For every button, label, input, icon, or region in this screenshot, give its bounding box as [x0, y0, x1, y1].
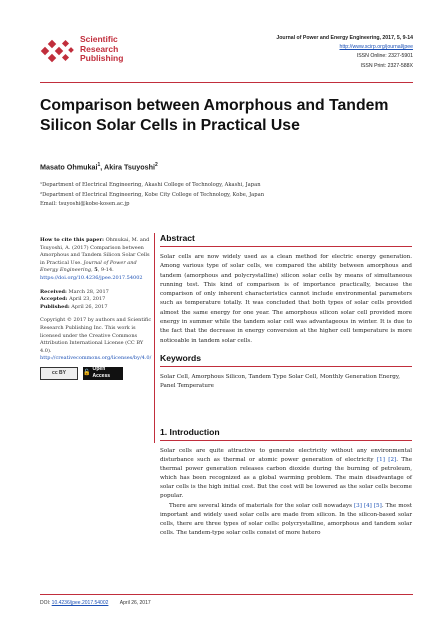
section-rule: [160, 440, 412, 441]
section-rule: [160, 366, 412, 367]
page-header: [0, 0, 440, 96]
publisher-name: Scientific Research Publishing: [80, 34, 124, 63]
issn-online: ISSN Online: 2327-5901: [356, 53, 413, 60]
header-divider: [40, 82, 413, 83]
abstract-column: [160, 233, 412, 392]
introduction-section: [160, 427, 412, 538]
affiliation: ²Department of Electrical Engineering, Kobe City College of Technology, Kobe, Japan: [40, 191, 265, 198]
keywords-section: [160, 353, 412, 392]
page-footer: DOI: 10.4236/jpee.2017.54002 April 26, 2017: [40, 594, 413, 606]
footer-date: April 26, 2017: [119, 600, 151, 606]
affiliation: ¹Department of Electrical Engineering, Akashi College of Technology, Akashi, Japan: [40, 182, 261, 188]
keywords-text: Solar Cell, Amorphous Silicon, Tandem Type Solar Cell, Monthly Generation Energy, Panel Temperature: [160, 373, 401, 390]
article-title: Comparison between Amorphous and Tandem Silicon Solar Cells in Practical Use: [40, 97, 389, 134]
paragraph: Solar cells are quite attractive to generate electricity without any environmental disturbance such as thermal or atomic power generation of electricity [1] [2]. The thermal power generation releases carbon dioxide during the burning of petroleum, which has been recognized as a global warming problem. The main disadvantage of solar cells is the high initial cost. But the cost will be lowered as the solar cells become popular.: [160, 448, 413, 500]
reference-link[interactable]: [4]: [363, 502, 372, 509]
issn-print: ISSN Print: 2327-588X: [360, 62, 413, 69]
article-sidebar: [40, 237, 152, 386]
paragraph: There are several kinds of materials for the solar cell nowadays [3] [4] [5]. The most important and widely used solar cells are made from silicon. In the silicon-based solar cells, there are three types of solar cells: polycrystalline, amorphous and tandem solar cells. The tandem-type solar cells consist of more hetero: [160, 502, 413, 536]
abstract-heading: Abstract: [160, 233, 195, 243]
dates-block: Received: March 28, 2017 Accepted: April 23, 2017 Published: April 26, 2017: [40, 288, 109, 310]
author-list: Masato Ohmukai$^1$, Akira Tsuyoshi$^2$: [40, 162, 158, 172]
license-link[interactable]: http://creativecommons.org/licenses/by/4.0/: [40, 355, 152, 362]
reference-link[interactable]: [5]: [373, 502, 382, 509]
reference-link[interactable]: [2]: [388, 457, 397, 464]
section-rule: [160, 246, 412, 247]
footer-doi-link[interactable]: 10.4236/jpee.2017.54002: [51, 600, 109, 606]
introduction-body: [160, 447, 412, 538]
doi-link[interactable]: https://doi.org/10.4236/jpee.2017.54002: [40, 274, 143, 281]
column-divider: [154, 233, 155, 443]
journal-citation: Journal of Power and Energy Engineering, 2017, 5, 9-14: [276, 35, 413, 41]
open-access-badge[interactable]: 🔓 Open Access: [83, 367, 123, 380]
journal-url-link[interactable]: http://www.scirp.org/journal/jpee: [339, 44, 413, 51]
reference-link[interactable]: [1]: [376, 457, 385, 464]
affiliations: [40, 181, 264, 210]
cc-by-badge[interactable]: cc BY: [40, 367, 78, 380]
journal-meta: [276, 34, 413, 71]
author-name: Akira Tsuyoshi: [104, 162, 156, 172]
citation-block: How to cite this paper: Ohmukai, M. and Tsuyoshi, A. (2017) Comparison between Amorphous and Tandem Silicon Solar Cells in Practical Use. Journal of Power and Energy Engineering, 5, 9-14. https://doi.org/10.4236/jpee.2017.54002: [40, 237, 150, 281]
author-name: Masato Ohmukai: [40, 162, 98, 172]
author-email: Email: tsuyoshi@kobe-kosen.ac.jp: [40, 201, 130, 208]
abstract-text: Solar cells are now widely used as a clean method for electric energy generation. Among various type of solar cells, we compared the ability between amorphous and tandem (amorphous and polycrystalline) silicon solar cells by means of simultaneous running test. This kind of comparison is of importance practically, because the comparison of only inherent characteristics cannot include environmental parameters such as temperature totally. It was concluded that both types of solar cells provided almost the same energy for one year. The amorphous silicon solar cell provided more energy in summer while the tandem solar cell was advantageous in winter. It is due to the fact that the decrease in energy conversion at the higher cell temperature is more noticeable in tandem solar cells.: [160, 254, 412, 344]
open-lock-icon: 🔓: [83, 369, 91, 376]
reference-link[interactable]: [3]: [354, 502, 362, 509]
copyright-block: Copyright © 2017 by authors and Scientific Research Publishing Inc. This work is licensed under the Creative Commons Attribution International License (CC BY 4.0). http://creativecommons.org/licenses/by/4.0/ cc BY 🔓 Open Access: [40, 317, 152, 380]
introduction-heading: 1. Introduction: [160, 427, 220, 437]
keywords-heading: Keywords: [160, 352, 202, 363]
scirp-logo-icon: [40, 36, 78, 66]
